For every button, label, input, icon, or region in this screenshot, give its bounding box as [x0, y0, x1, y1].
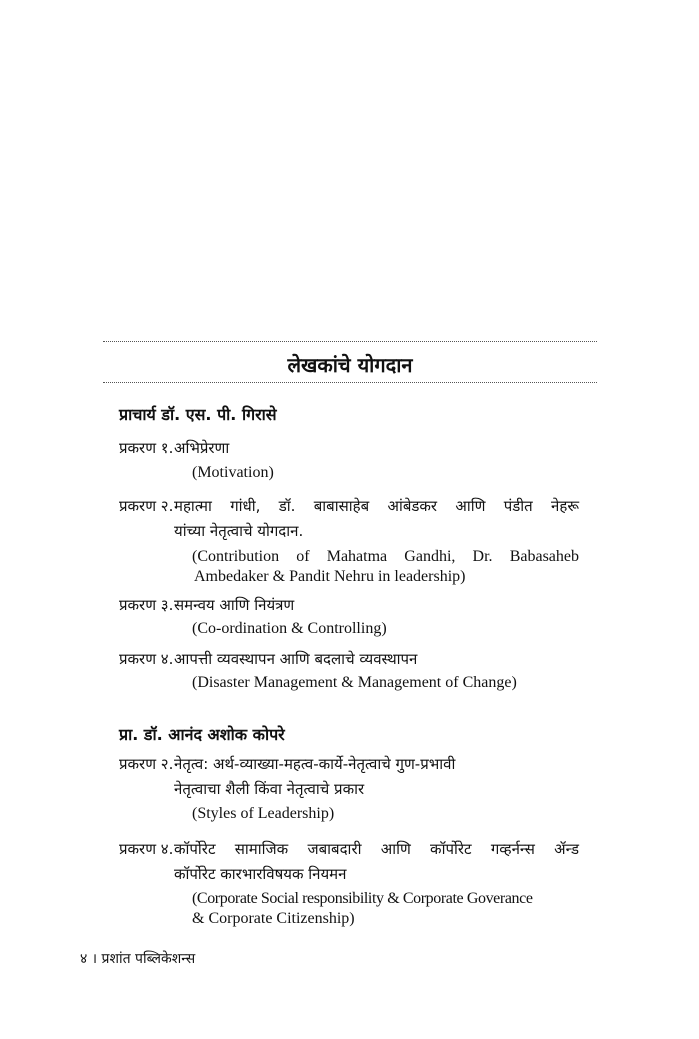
chapter-label: प्रकरण २.: [119, 755, 174, 773]
chapter-title-english: (Disaster Management & Management of Change): [192, 674, 517, 691]
chapter-title-marathi: समन्वय आणि नियंत्रण: [174, 596, 295, 614]
author-name: प्रा. डॉ. आनंद अशोक कोपरे: [119, 725, 285, 744]
page-title: लेखकांचे योगदान: [287, 353, 413, 377]
chapter-title-marathi: नेतृत्वाचा शैली किंवा नेतृत्वाचे प्रकार: [174, 780, 365, 798]
page-footer: ४ । प्रशांत पब्लिकेशन्स: [80, 951, 196, 967]
chapter-label: प्रकरण ३.: [119, 596, 174, 614]
chapter-title-english: & Corporate Citizenship): [192, 910, 355, 927]
chapter-title-english: (Corporate Social responsibility & Corporate Goverance: [192, 890, 533, 907]
chapter-title-marathi: आपत्ती व्यवस्थापन आणि बदलाचे व्यवस्थापन: [174, 650, 418, 668]
chapter-title-english: (Co-ordination & Controlling): [192, 620, 387, 637]
chapter-title-marathi: कॉर्पोरेट कारभारविषयक नियमन: [174, 865, 347, 883]
chapter-title-english: Ambedaker & Pandit Nehru in leadership): [194, 568, 466, 585]
chapter-title-english: (Contribution of Mahatma Gandhi, Dr. Babasaheb: [192, 548, 579, 565]
chapter-label: प्रकरण २.: [119, 497, 174, 515]
chapter-title-marathi: महात्मा गांधी, डॉ. बाबासाहेब आंबेडकर आणि पंडीत नेहरू: [174, 497, 579, 515]
chapter-title-marathi: अभिप्रेरणा: [174, 439, 230, 457]
top-divider: [103, 341, 597, 342]
chapter-title-english: (Motivation): [192, 464, 274, 481]
author-name: प्राचार्य डॉ. एस. पी. गिरासे: [119, 405, 277, 424]
chapter-label: प्रकरण ४.: [119, 650, 174, 668]
chapter-title-english: (Styles of Leadership): [192, 805, 335, 822]
chapter-label: प्रकरण १.: [119, 439, 174, 457]
chapter-title-marathi: कॉर्पोरेट सामाजिक जबाबदारी आणि कॉर्पोरेट गव्हर्नन्स ॲन्ड: [174, 840, 579, 858]
bottom-divider: [103, 382, 597, 383]
chapter-title-marathi: यांच्या नेतृत्वाचे योगदान.: [174, 522, 304, 540]
chapter-label: प्रकरण ४.: [119, 840, 174, 858]
chapter-title-marathi: नेतृत्व: अर्थ-व्याख्या-महत्व-कार्ये-नेतृत्वाचे गुण-प्रभावी: [174, 755, 456, 773]
